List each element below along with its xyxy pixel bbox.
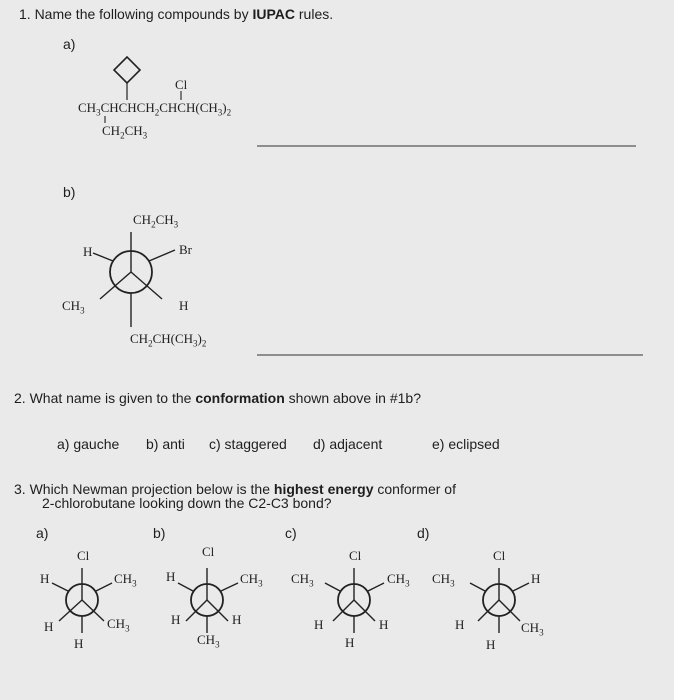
question-3-prompt: 3. Which Newman projection below is the highest energy conformer of bbox=[14, 481, 456, 497]
proj-a-upper-right: $CH_3$ bbox=[114, 571, 137, 589]
proj-c-lower-right: H bbox=[379, 617, 389, 632]
proj-c-upper-right: $CH_3$ bbox=[387, 571, 410, 589]
newman-projection-3b bbox=[178, 568, 238, 633]
proj-a-lower-left: H bbox=[44, 619, 54, 634]
option-b-label[interactable]: b) bbox=[153, 525, 166, 541]
option-adjacent[interactable]: d) adjacent bbox=[313, 436, 383, 452]
proj-a-lower-right: $CH_3$ bbox=[107, 616, 130, 634]
question-1-prompt: 1. Name the following compounds by IUPAC rules. bbox=[19, 6, 334, 22]
cl-substituent: Cl bbox=[175, 77, 188, 92]
proj-c-upper-left: $CH_3$ bbox=[291, 571, 314, 589]
proj-d-upper-left: $CH_3$ bbox=[432, 571, 455, 589]
proj-d-lower-left: H bbox=[455, 617, 465, 632]
option-staggered[interactable]: c) staggered bbox=[209, 436, 287, 452]
proj-d-bottom: H bbox=[486, 637, 496, 652]
proj-d-top: Cl bbox=[493, 548, 506, 563]
newman-projection-1b bbox=[93, 232, 175, 327]
newman-back-upper-left: H bbox=[83, 244, 93, 259]
proj-b-bottom: $CH_3$ bbox=[197, 632, 220, 650]
proj-d-upper-right: H bbox=[531, 571, 541, 586]
newman-projection-3c bbox=[325, 568, 384, 633]
proj-a-upper-left: H bbox=[40, 571, 50, 586]
part-a-label: a) bbox=[63, 36, 76, 52]
option-a-label[interactable]: a) bbox=[36, 525, 49, 541]
newman-back-upper-right: Br bbox=[179, 242, 192, 257]
proj-b-upper-left: H bbox=[166, 569, 176, 584]
part-b-label: b) bbox=[63, 184, 76, 200]
newman-front-lower-left: $CH_3$ bbox=[62, 298, 85, 316]
proj-b-lower-right: H bbox=[232, 612, 242, 627]
option-c-label[interactable]: c) bbox=[285, 525, 297, 541]
option-anti[interactable]: b) anti bbox=[146, 436, 185, 452]
proj-c-top: Cl bbox=[349, 548, 362, 563]
proj-b-upper-right: $CH_3$ bbox=[240, 571, 263, 589]
question-2-prompt: 2. What name is given to the conformation shown above in #1b? bbox=[14, 390, 421, 406]
newman-back-bottom: $CH_2CH(CH_3)_2$ bbox=[130, 331, 207, 349]
newman-front-lower-right: H bbox=[179, 298, 189, 313]
main-chain-formula: $CH_3CHCHCH_2CHCH(CH_3)_2$ bbox=[78, 100, 232, 118]
proj-a-top: Cl bbox=[77, 548, 90, 563]
proj-c-bottom: H bbox=[345, 635, 355, 650]
ethyl-branch: $CH_2CH_3$ bbox=[102, 123, 148, 141]
option-gauche[interactable]: a) gauche bbox=[57, 436, 120, 452]
question-3-prompt-line2: 2-chlorobutane looking down the C2-C3 bond? bbox=[42, 495, 332, 511]
newman-projection-3a bbox=[52, 568, 112, 633]
proj-a-bottom: H bbox=[74, 636, 84, 651]
proj-b-lower-left: H bbox=[171, 612, 181, 627]
newman-front-top: $CH_2CH_3$ bbox=[133, 212, 179, 230]
proj-b-top: Cl bbox=[202, 544, 215, 559]
proj-c-lower-left: H bbox=[314, 617, 324, 632]
option-d-label[interactable]: d) bbox=[417, 525, 430, 541]
cyclobutane-ring bbox=[114, 57, 140, 83]
proj-d-lower-right: $CH_3$ bbox=[521, 620, 544, 638]
option-eclipsed[interactable]: e) eclipsed bbox=[432, 436, 500, 452]
